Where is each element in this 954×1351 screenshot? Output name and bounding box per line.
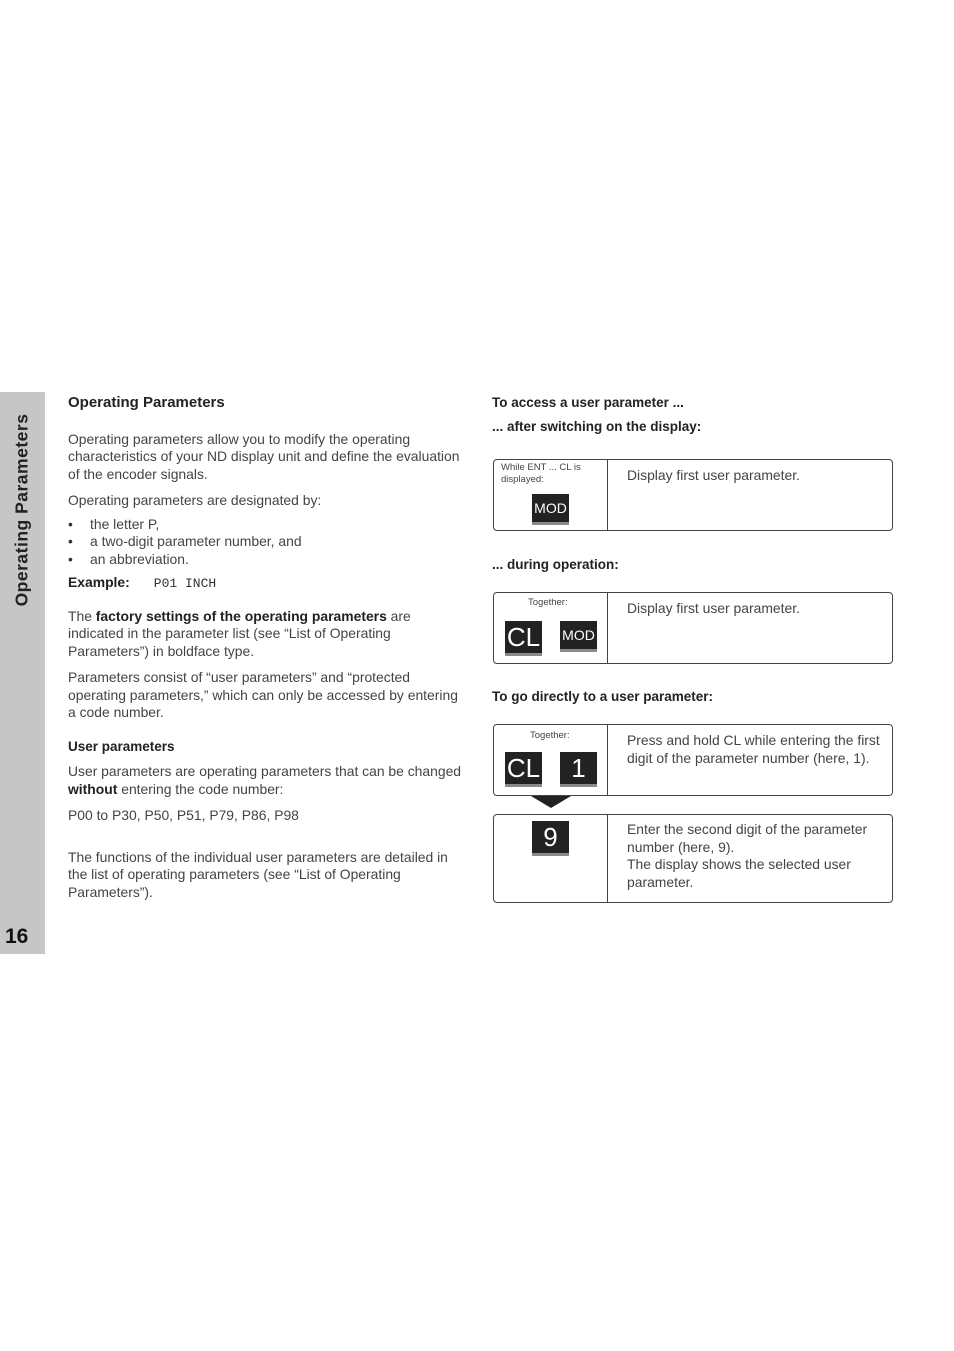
example-label: Example: bbox=[68, 574, 130, 590]
cl-key: CL bbox=[505, 621, 542, 656]
key-note: While ENT ... CL is displayed: bbox=[501, 462, 581, 485]
factory-text: The bbox=[68, 607, 96, 624]
down-arrow-icon bbox=[531, 796, 571, 808]
cl-key: CL bbox=[505, 752, 542, 787]
side-tab-title: Operating Parameters bbox=[11, 413, 32, 607]
key-column bbox=[494, 460, 608, 530]
user-text: User parameters are operating parameters that can be changed bbox=[68, 763, 462, 779]
page-number: 16 bbox=[5, 925, 29, 948]
key-column bbox=[494, 725, 608, 795]
after-switching-heading: ... after switching on the display: bbox=[492, 419, 702, 434]
step-description: Display first user parameter. bbox=[627, 600, 800, 616]
step-box-first-digit bbox=[493, 724, 893, 796]
designated-paragraph: Operating parameters are designated by: bbox=[68, 492, 322, 508]
digit-1-key: 1 bbox=[560, 752, 597, 787]
list-item: • the letter P, bbox=[68, 516, 468, 534]
direct-access-heading: To go directly to a user parameter: bbox=[492, 689, 714, 704]
step-box-switch-on bbox=[493, 459, 893, 531]
step-box-operation bbox=[493, 592, 893, 664]
step-description bbox=[627, 821, 886, 891]
left-column bbox=[68, 394, 468, 910]
digit-9-key: 9 bbox=[532, 821, 569, 856]
factory-bold-text: factory settings of the operating parameters bbox=[95, 607, 387, 624]
section-heading: Operating Parameters bbox=[68, 394, 225, 411]
intro-paragraph: Operating parameters allow you to modify the operating characteristics of your ND display unit and define the evaluation of the encoder signals. bbox=[68, 430, 460, 482]
user-bold-text: without bbox=[68, 780, 118, 797]
user-text-end: entering the code number: bbox=[117, 780, 284, 797]
user-paragraph bbox=[68, 763, 468, 798]
step-description: Press and hold CL while entering the first digit of the parameter number (here, 1). bbox=[627, 732, 880, 766]
designation-list bbox=[68, 516, 468, 569]
factory-text-end: are indicated in the parameter list (see “List of Operating Parameters”) in boldface type. bbox=[68, 607, 411, 659]
list-item: • an abbreviation. bbox=[68, 551, 468, 569]
functions-paragraph: The functions of the individual user parameters are detailed in the list of operating parameters (see “List of Operating Parameters”). bbox=[68, 848, 448, 900]
mod-key: MOD bbox=[532, 494, 569, 525]
step-description: Display first user parameter. bbox=[627, 467, 800, 483]
mod-key: MOD bbox=[560, 621, 597, 652]
factory-paragraph bbox=[68, 608, 468, 661]
during-operation-heading: ... during operation: bbox=[492, 557, 619, 572]
example-line bbox=[68, 574, 468, 593]
key-column bbox=[494, 593, 608, 663]
key-column bbox=[494, 815, 608, 902]
step-description-line: Enter the second digit of the parameter number (here, 9). bbox=[627, 821, 868, 855]
user-parameters-heading: User parameters bbox=[68, 738, 175, 754]
example-value: P01 INCH bbox=[153, 576, 217, 591]
key-note: Together: bbox=[528, 597, 568, 608]
consist-paragraph: Parameters consist of “user parameters” and “protected operating parameters,” which can only be accessed by entering a code number. bbox=[68, 669, 458, 720]
step-description-line: The display shows the selected user parameter. bbox=[627, 856, 851, 890]
key-note: Together: bbox=[530, 730, 570, 741]
access-heading: To access a user parameter ... bbox=[492, 395, 684, 410]
step-box-second-digit bbox=[493, 814, 893, 903]
user-parameter-list: P00 to P30, P50, P51, P79, P86, P98 bbox=[68, 807, 299, 823]
list-item: • a two-digit parameter number, and bbox=[68, 533, 468, 551]
